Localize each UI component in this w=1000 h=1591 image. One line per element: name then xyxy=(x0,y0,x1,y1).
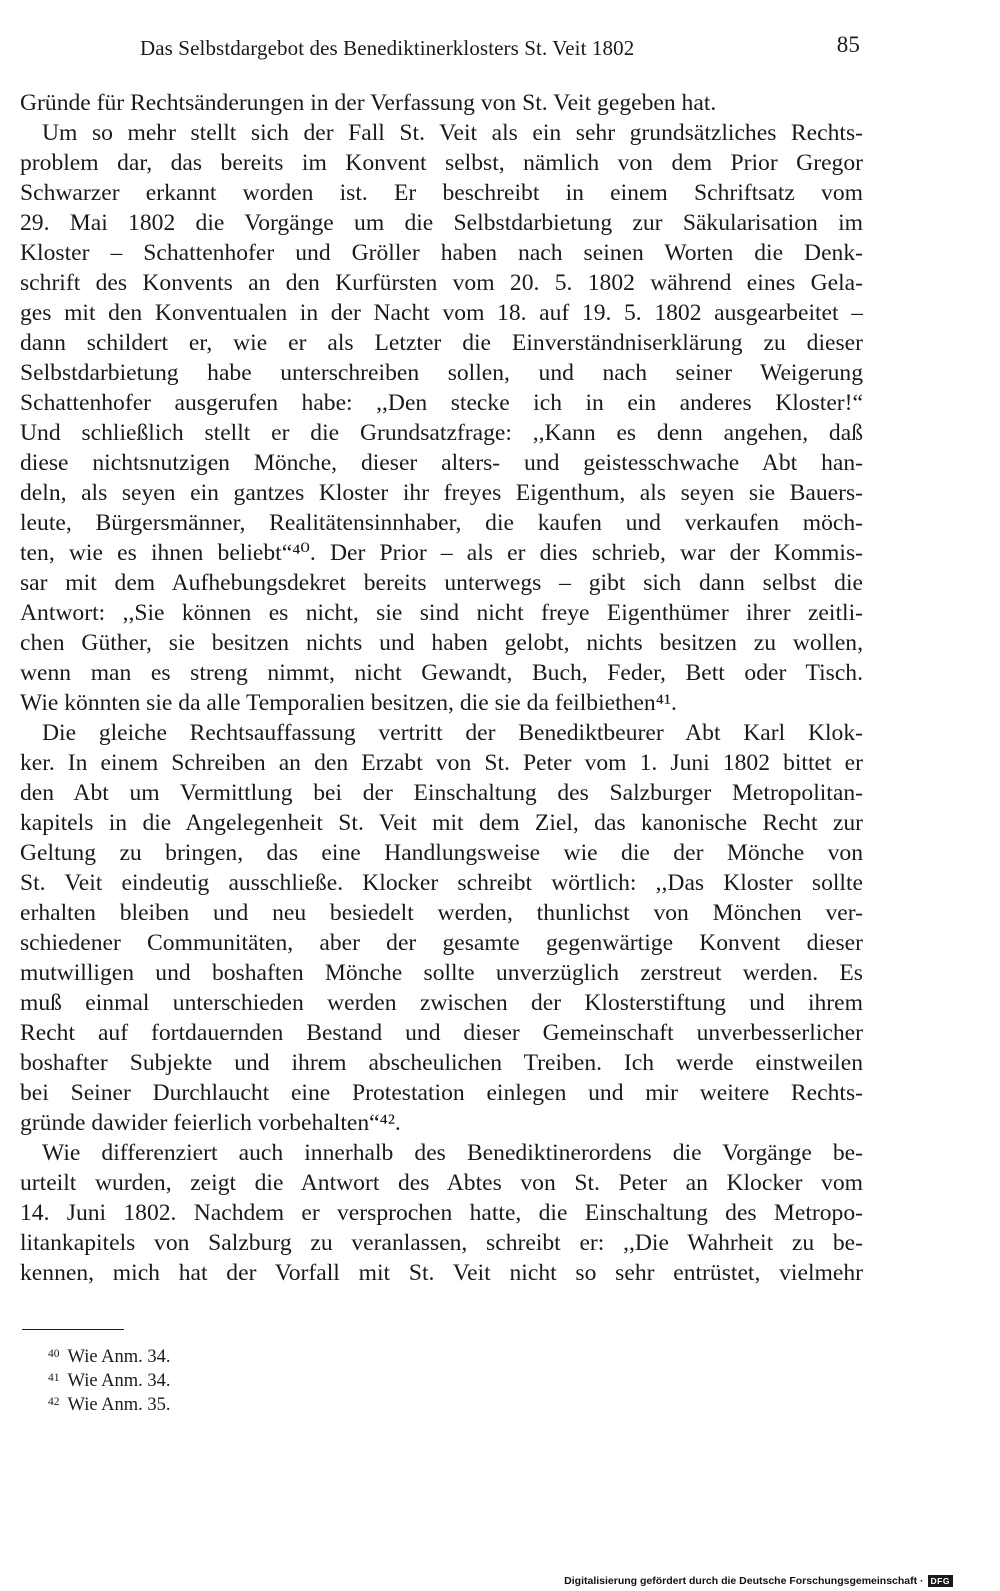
text-line: wenn man es streng nimmt, nicht Gewandt, Buch, Feder, Bett oder Tisch. xyxy=(20,660,863,686)
footnote xyxy=(48,1342,171,1366)
footnote-number: 42 xyxy=(48,1396,60,1408)
text-line: Schattenhofer ausgerufen habe: ,,Den stecke ich in ein anderes Kloster!“ xyxy=(20,390,863,416)
text-line: kapitels in die Angelegenheit St. Veit mit dem Ziel, das kanonische Recht zur xyxy=(20,810,863,836)
text-line: bei Seiner Durchlaucht eine Protestation einlegen und mir weitere Rechts- xyxy=(20,1080,863,1106)
footnote-number: 41 xyxy=(48,1372,60,1384)
footnote-text: Wie Anm. 35. xyxy=(67,1395,171,1415)
body-text xyxy=(20,88,863,1288)
text-line: den Abt um Vermittlung bei der Einschaltung des Salzburger Metropolitan- xyxy=(20,780,863,806)
text-line: litankapitels von Salzburg zu veranlassen, schreibt er: ,,Die Wahrheit zu be- xyxy=(20,1230,863,1256)
digitization-notice-text: Digitalisierung gefördert durch die Deutsche Forschungsgemeinschaft · xyxy=(564,1575,924,1587)
running-title: Das Selbstdargebot des Benediktinerklosters St. Veit 1802 xyxy=(140,36,635,60)
text-line: chen Güther, sie besitzen nichts und haben gelobt, nichts besitzen zu wollen, xyxy=(20,630,863,656)
footnote xyxy=(48,1390,171,1414)
page-number: 85 xyxy=(836,32,860,57)
text-line: leute, Bürgersmänner, Realitätensinnhaber, die kaufen und verkaufen möch- xyxy=(20,510,863,536)
text-line: erhalten bleiben und neu besiedelt werden, thunlichst von Mönchen ver- xyxy=(20,900,863,926)
text-line: schiedener Communitäten, aber der gesamte gegenwärtige Konvent dieser xyxy=(20,930,863,956)
text-line: diese nichtsnutzigen Mönche, dieser alters- und geistesschwache Abt han- xyxy=(20,450,863,476)
text-line: boshafter Subjekte und ihrem abscheulichen Treiben. Ich werde einstweilen xyxy=(20,1050,863,1076)
footnote-number: 40 xyxy=(48,1348,60,1360)
text-line: dann schildert er, wie er als Letzter die Einverständniserklärung zu dieser xyxy=(20,330,863,356)
footnotes xyxy=(48,1342,171,1414)
text-line: ten, wie es ihnen beliebt“⁴⁰. Der Prior – als er dies schrieb, war der Kommis- xyxy=(20,540,863,566)
text-line: deln, als seyen ein gantzes Kloster ihr freyes Eigenthum, als seyen sie Bauers- xyxy=(20,480,863,506)
text-line: mutwilligen und boshaften Mönche sollte unverzüglich zerstreut werden. Es xyxy=(20,960,863,986)
text-line: problem dar, das bereits im Konvent selbst, nämlich von dem Prior Gregor xyxy=(20,150,863,176)
text-line: Um so mehr stellt sich der Fall St. Veit als ein sehr grundsätzliches Rechts- xyxy=(42,120,863,146)
text-line: Und schließlich stellt er die Grundsatzfrage: ,,Kann es denn angehen, daß xyxy=(20,420,863,446)
dfg-logo-icon: DFG xyxy=(928,1575,953,1587)
text-line: kennen, mich hat der Vorfall mit St. Veit nicht so sehr entrüstet, vielmehr xyxy=(20,1260,863,1286)
text-line: Gründe für Rechtsänderungen in der Verfassung von St. Veit gegeben hat. xyxy=(20,90,717,116)
text-line: Wie könnten sie da alle Temporalien besitzen, die sie da feilbiethen⁴¹. xyxy=(20,690,677,716)
text-line: sar mit dem Aufhebungsdekret bereits unterwegs – gibt sich dann selbst die xyxy=(20,570,863,596)
footnote-text: Wie Anm. 34. xyxy=(67,1347,171,1367)
text-line: ges mit den Konventualen in der Nacht vom 18. auf 19. 5. 1802 ausgearbeitet – xyxy=(20,300,863,326)
digitization-notice xyxy=(564,1575,953,1587)
footnote xyxy=(48,1366,171,1390)
text-line: 29. Mai 1802 die Vorgänge um die Selbstdarbietung zur Säkularisation im xyxy=(20,210,863,236)
text-line: schrift des Konvents an den Kurfürsten vom 20. 5. 1802 während eines Gela- xyxy=(20,270,863,296)
text-line: Selbstdarbietung habe unterschreiben sollen, und nach seiner Weigerung xyxy=(20,360,863,386)
text-line: muß einmal unterschieden werden zwischen der Klosterstiftung und ihrem xyxy=(20,990,863,1016)
text-line: ker. In einem Schreiben an den Erzabt von St. Peter vom 1. Juni 1802 bittet er xyxy=(20,750,863,776)
text-line: urteilt wurden, zeigt die Antwort des Abtes von St. Peter an Klocker vom xyxy=(20,1170,863,1196)
text-line: Kloster – Schattenhofer und Gröller haben nach seinen Worten die Denk- xyxy=(20,240,863,266)
footnote-separator xyxy=(22,1329,124,1330)
text-line: Schwarzer erkannt worden ist. Er beschreibt in einem Schriftsatz vom xyxy=(20,180,863,206)
footnote-text: Wie Anm. 34. xyxy=(67,1371,171,1391)
text-line: Recht auf fortdauernden Bestand und dieser Gemeinschaft unverbesserlicher xyxy=(20,1020,863,1046)
text-line: Wie differenziert auch innerhalb des Benediktinerordens die Vorgänge be- xyxy=(42,1140,863,1166)
text-line: St. Veit eindeutig ausschließe. Klocker schreibt wörtlich: ,,Das Kloster sollte xyxy=(20,870,863,896)
text-line: Antwort: ,,Sie können es nicht, sie sind nicht freye Eigenthümer ihrer zeitli- xyxy=(20,600,863,626)
text-line: gründe dawider feierlich vorbehalten“⁴². xyxy=(20,1110,401,1136)
text-line: Geltung zu bringen, das eine Handlungsweise wie die der Mönche von xyxy=(20,840,863,866)
text-line: Die gleiche Rechtsauffassung vertritt der Benediktbeurer Abt Karl Klok- xyxy=(42,720,863,746)
text-line: 14. Juni 1802. Nachdem er versprochen hatte, die Einschaltung des Metropo- xyxy=(20,1200,863,1226)
